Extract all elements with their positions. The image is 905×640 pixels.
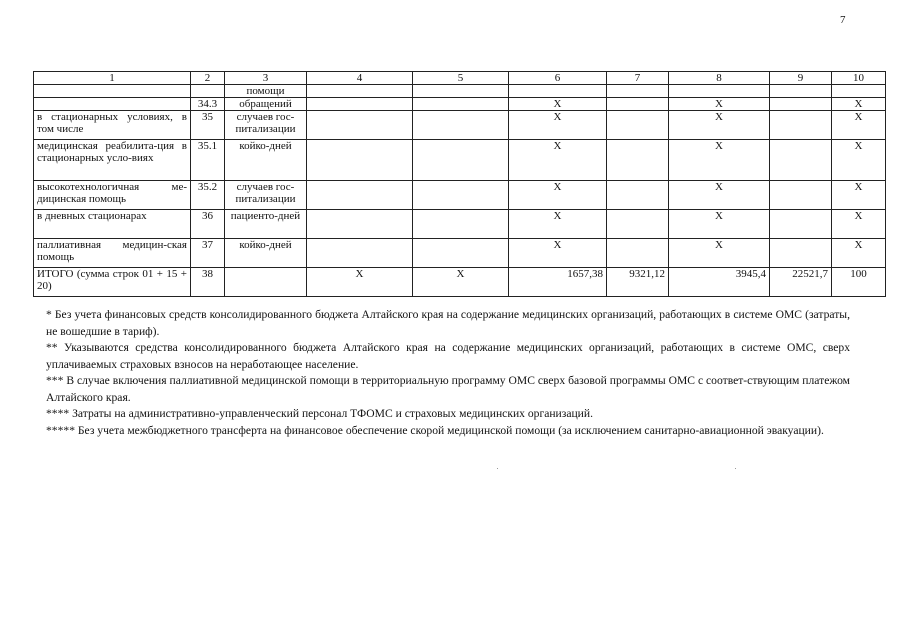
table-cell-col7 xyxy=(607,98,669,111)
header-cell: 7 xyxy=(607,72,669,85)
table-row xyxy=(34,181,886,210)
table-cell-col2 xyxy=(191,85,225,98)
table-cell-col1: медицинская реабилита-ция в стационарных усло-виях xyxy=(34,140,191,181)
table-cell-col6: 1657,38 xyxy=(509,268,607,297)
table-cell-col4 xyxy=(307,181,413,210)
footnotes xyxy=(46,307,850,439)
table-row xyxy=(34,140,886,181)
table-cell-col3: койко-дней xyxy=(225,140,307,181)
table-cell-col5 xyxy=(413,98,509,111)
table-cell-col4 xyxy=(307,98,413,111)
header-cell: 3 xyxy=(225,72,307,85)
table-cell-col5 xyxy=(413,181,509,210)
table-cell-col9: 22521,7 xyxy=(770,268,832,297)
table-cell-col4 xyxy=(307,140,413,181)
table-row xyxy=(34,85,886,98)
table-cell-col9 xyxy=(770,111,832,140)
table-cell-col3: обращений xyxy=(225,98,307,111)
table-cell-col6 xyxy=(509,85,607,98)
footnote: ** Указываются средства консолидированного бюджета Алтайского края на содержание медицинских организаций, работающих в системе ОМС, сверх уплачиваемых страховых взносов на неработающее население. xyxy=(46,341,850,371)
table-cell-col8: X xyxy=(669,239,770,268)
table-cell-col5 xyxy=(413,140,509,181)
table-cell-col8 xyxy=(669,85,770,98)
table-cell-col6: X xyxy=(509,111,607,140)
table-cell-col3: койко-дней xyxy=(225,239,307,268)
table-cell-col9 xyxy=(770,239,832,268)
table-cell-col8: 3945,4 xyxy=(669,268,770,297)
header-cell: 9 xyxy=(770,72,832,85)
table-row xyxy=(34,268,886,297)
table-cell-col10: X xyxy=(832,210,886,239)
table-cell-col2: 36 xyxy=(191,210,225,239)
header-cell: 5 xyxy=(413,72,509,85)
table-cell-col7: 9321,12 xyxy=(607,268,669,297)
table-cell-col5 xyxy=(413,239,509,268)
footnote: ***** Без учета межбюджетного трансферта на финансовое обеспечение скорой медицинской помощи (за исключением санитарно-авиационной эвакуации). xyxy=(46,423,824,437)
table-cell-col2: 38 xyxy=(191,268,225,297)
table-cell-col1 xyxy=(34,98,191,111)
table-cell-col6: X xyxy=(509,239,607,268)
table-cell-col10: 100 xyxy=(832,268,886,297)
footnote: **** Затраты на административно-управленческий персонал ТФОМС и страховых медицинских организаций. xyxy=(46,407,593,420)
table-cell-col7 xyxy=(607,210,669,239)
table-cell-col7 xyxy=(607,181,669,210)
header-cell: 6 xyxy=(509,72,607,85)
table-cell-col1: в дневных стационарах xyxy=(34,210,191,239)
table-cell-col1 xyxy=(34,85,191,98)
table-cell-col1: в стационарных условиях, в том числе xyxy=(34,111,191,140)
table-cell-col5 xyxy=(413,85,509,98)
table-cell-col3: случаев гос-питализации xyxy=(225,181,307,210)
table-row xyxy=(34,111,886,140)
table-cell-col9 xyxy=(770,98,832,111)
table-cell-col1: паллиативная медицин-ская помощь xyxy=(34,239,191,268)
table-cell-col9 xyxy=(770,210,832,239)
table-cell-col4 xyxy=(307,111,413,140)
table-cell-col7 xyxy=(607,140,669,181)
table-cell-col2: 37 xyxy=(191,239,225,268)
table-cell-col7 xyxy=(607,111,669,140)
page-number: 7 xyxy=(840,14,846,26)
table-cell-col4 xyxy=(307,85,413,98)
table-cell-col3 xyxy=(225,268,307,297)
header-cell: 10 xyxy=(832,72,886,85)
table-cell-col9 xyxy=(770,181,832,210)
table-cell-col10: X xyxy=(832,140,886,181)
header-cell: 2 xyxy=(191,72,225,85)
table-cell-col6: X xyxy=(509,98,607,111)
table-cell-col7 xyxy=(607,85,669,98)
table-row xyxy=(34,98,886,111)
table-cell-col3: случаев гос-питализации xyxy=(225,111,307,140)
table-cell-col2: 34.3 xyxy=(191,98,225,111)
table-cell-col4 xyxy=(307,239,413,268)
table-cell-col10: X xyxy=(832,98,886,111)
table-cell-col6: X xyxy=(509,140,607,181)
table-cell-col6: X xyxy=(509,210,607,239)
table-cell-col9 xyxy=(770,140,832,181)
table-cell-col8: X xyxy=(669,111,770,140)
table-cell-col6: X xyxy=(509,181,607,210)
table-cell-col2: 35 xyxy=(191,111,225,140)
table-cell-col5: X xyxy=(413,268,509,297)
scan-speck xyxy=(497,468,498,469)
table-cell-col3: помощи xyxy=(225,85,307,98)
table-cell-col8: X xyxy=(669,181,770,210)
header-cell: 1 xyxy=(34,72,191,85)
table-cell-col2: 35.2 xyxy=(191,181,225,210)
table-cell-col1: ИТОГО (сумма строк 01 + 15 + 20) xyxy=(34,268,191,297)
table-cell-col4 xyxy=(307,210,413,239)
table-cell-col1: высокотехнологичная ме-дицинская помощь xyxy=(34,181,191,210)
header-cell: 4 xyxy=(307,72,413,85)
table-cell-col8: X xyxy=(669,140,770,181)
table-cell-col8: X xyxy=(669,98,770,111)
table-cell-col10: X xyxy=(832,239,886,268)
table-row xyxy=(34,210,886,239)
table-cell-col10 xyxy=(832,85,886,98)
table-cell-col5 xyxy=(413,111,509,140)
table-cell-col2: 35.1 xyxy=(191,140,225,181)
footnote: * Без учета финансовых средств консолидированного бюджета Алтайского края на содержание медицинских организаций, работающих в системе ОМС (затраты, не вошедшие в тариф). xyxy=(46,308,850,338)
data-table xyxy=(33,71,886,297)
table-cell-col10: X xyxy=(832,181,886,210)
table-cell-col7 xyxy=(607,239,669,268)
scan-speck xyxy=(735,468,736,469)
footnote: *** В случае включения паллиативной медицинской помощи в территориальную программу ОМС сверх базовой программы ОМС с соответ-ствующим платежом Алтайского края. xyxy=(46,374,850,404)
table-row xyxy=(34,239,886,268)
table-cell-col9 xyxy=(770,85,832,98)
table-cell-col10: X xyxy=(832,111,886,140)
table-header-row xyxy=(34,72,886,85)
header-cell: 8 xyxy=(669,72,770,85)
table-cell-col8: X xyxy=(669,210,770,239)
table-cell-col4: X xyxy=(307,268,413,297)
table-cell-col5 xyxy=(413,210,509,239)
table-cell-col3: пациенто-дней xyxy=(225,210,307,239)
